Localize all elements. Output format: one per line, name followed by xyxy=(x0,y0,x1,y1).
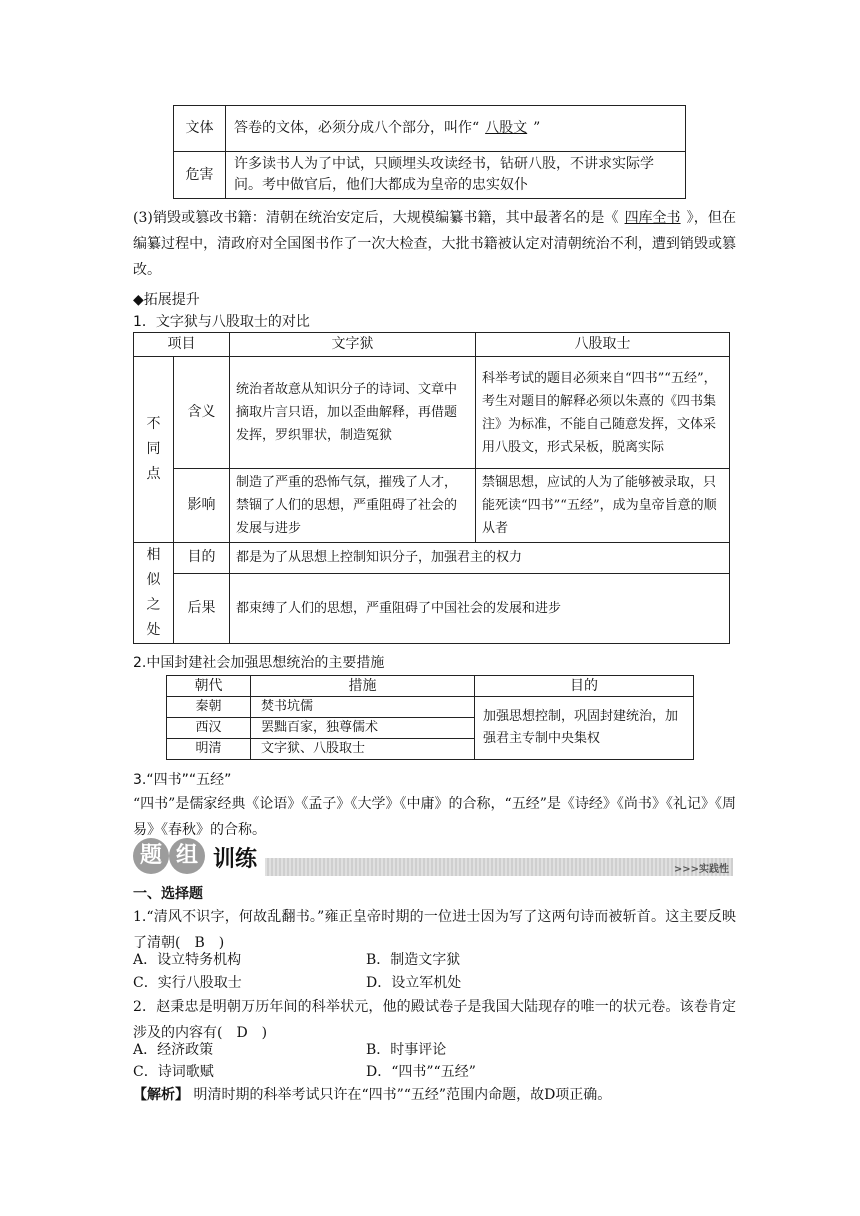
question-1-stem: 1.“清风不识字，何故乱翻书。”雍正皇帝时期的一位进士因为写了这两句诗而被斩首。这主要反映了清朝( B ) xyxy=(133,909,736,951)
header-item: 项目 xyxy=(134,333,230,357)
comparison-table xyxy=(133,332,730,644)
q1-option-c: C．实行八股取士 xyxy=(133,975,242,991)
section-2-title: 2.中国封建社会加强思想统治的主要措施 xyxy=(133,655,385,671)
cell-measure: 罢黜百家，独尊儒术 xyxy=(251,718,475,739)
row-label: 影响 xyxy=(174,469,230,543)
row-text xyxy=(226,106,686,152)
row-label: 危害 xyxy=(174,152,226,199)
analysis-label: 【解析】 xyxy=(133,1087,189,1103)
exam-style-table xyxy=(173,105,686,199)
row-text: 许多读书人为了中试，只顾埋头攻读经书，钻研八股，不讲求实际学问。考中做官后，他们大都成为皇帝的忠实奴仆 xyxy=(226,152,686,199)
banner-title: 训练 xyxy=(213,847,258,872)
banner-char-2: 组 xyxy=(169,838,205,874)
cell-shared: 都束缚了人们的思想，严重阻碍了中国社会的发展和进步 xyxy=(230,573,730,643)
group-different xyxy=(134,357,174,543)
cell-measure: 文字狱、八股取士 xyxy=(251,739,475,760)
extension-title: ◆拓展提升 xyxy=(133,292,200,308)
q1-option-a: A．设立特务机构 xyxy=(133,952,242,968)
cell-dynasty: 秦朝 xyxy=(167,697,251,718)
table-row xyxy=(167,697,694,718)
text-after: ” xyxy=(533,120,541,136)
cell-goal: 加强思想控制，巩固封建统治，加强君主专制中央集权 xyxy=(475,697,694,760)
paragraph-3 xyxy=(133,205,736,283)
question-2-stem: 2．赵秉忠是明朝万历年间的科举状元，他的殿试卷子是我国大陆现存的唯一的状元卷。该卷肯定涉及的内容有( D ) xyxy=(133,999,736,1041)
para-text: (3)销毁或篡改书籍：清朝在统治安定后，大规模编纂书籍，其中最著名的是《 xyxy=(133,210,619,226)
group-label: 不同点 xyxy=(146,416,161,482)
row-label: 后果 xyxy=(174,573,230,643)
q2-option-a: A．经济政策 xyxy=(133,1042,214,1058)
cell-wzy: 制造了严重的恐怖气氛，摧残了人才，禁锢了人们的思想，严重阻碍了社会的发展与进步 xyxy=(230,469,476,543)
answer-blank: 八股文 xyxy=(485,120,528,136)
cell-wzy: 统治者故意从知识分子的诗词、文章中摘取片言只语，加以歪曲解释，再借题发挥，罗织罪状，制造冤狱 xyxy=(230,357,476,469)
table-header-row xyxy=(134,333,730,357)
row-label: 目的 xyxy=(174,543,230,574)
banner-char-1: 题 xyxy=(133,838,169,874)
row-label: 含义 xyxy=(174,357,230,469)
cell-shared: 都是为了从思想上控制知识分子，加强君主的权力 xyxy=(230,543,730,574)
q2-option-b: B．时事评论 xyxy=(366,1042,447,1058)
header-measure: 措施 xyxy=(251,676,475,697)
q2-option-d: D．“四书”“五经” xyxy=(366,1064,476,1080)
header-dynasty: 朝代 xyxy=(167,676,251,697)
analysis-text: 明清时期的科举考试只许在“四书”“五经”范围内命题，故D项正确。 xyxy=(193,1087,612,1103)
table-row xyxy=(134,573,730,643)
section-banner xyxy=(133,836,733,880)
section-3-text: “四书”是儒家经典《论语》《孟子》《大学》《中庸》的合称，“五经”是《诗经》《尚书》《礼记》《周易》《春秋》的合称。 xyxy=(133,796,736,838)
banner-bar xyxy=(265,858,733,876)
q1-option-b: B．制造文字狱 xyxy=(366,952,461,968)
q1-option-d: D．设立军机处 xyxy=(366,975,462,991)
text-before: 答卷的文体，必须分成八个部分，叫作“ xyxy=(234,120,480,136)
cell-dynasty: 西汉 xyxy=(167,718,251,739)
q2-analysis xyxy=(133,1085,611,1105)
answer-blank: 四库全书 xyxy=(624,210,681,226)
section-1-title: 1．文字狱与八股取士的对比 xyxy=(133,314,310,330)
cell-measure: 焚书坑儒 xyxy=(251,697,475,718)
para-text: 》，但在编纂过程中，清政府对全国图书作了一次大检查，大批书籍被认定对清朝统治不利，遭到销毁或篡改。 xyxy=(133,210,736,278)
row-label: 文体 xyxy=(174,106,226,152)
banner-tag: >>>实践性 xyxy=(673,864,729,875)
q2-option-c: C．诗词歌赋 xyxy=(133,1064,214,1080)
header-bgqs: 八股取士 xyxy=(476,333,730,357)
header-wzy: 文字狱 xyxy=(230,333,476,357)
table-row xyxy=(134,543,730,574)
table-row xyxy=(174,152,686,199)
cell-bgqs: 禁锢思想，应试的人为了能够被录取，只能死读“四书”“五经”，成为皇帝旨意的顺从者 xyxy=(476,469,730,543)
measures-table xyxy=(166,675,694,760)
table-row xyxy=(134,469,730,543)
section-3-title: 3.“四书”“五经” xyxy=(133,772,232,788)
cell-dynasty: 明清 xyxy=(167,739,251,760)
table-row xyxy=(174,106,686,152)
cell-bgqs: 科举考试的题目必须来自“四书”“五经”，考生对题目的解释必须以朱熹的《四书集注》为标准，不能自己随意发挥，文体采用八股文，形式呆板，脱离实际 xyxy=(476,357,730,469)
header-goal: 目的 xyxy=(475,676,694,697)
group-similar xyxy=(134,543,174,644)
table-row xyxy=(134,357,730,469)
table-header-row xyxy=(167,676,694,697)
group-label: 相似之处 xyxy=(146,547,161,638)
mc-title: 一、选择题 xyxy=(133,886,203,902)
